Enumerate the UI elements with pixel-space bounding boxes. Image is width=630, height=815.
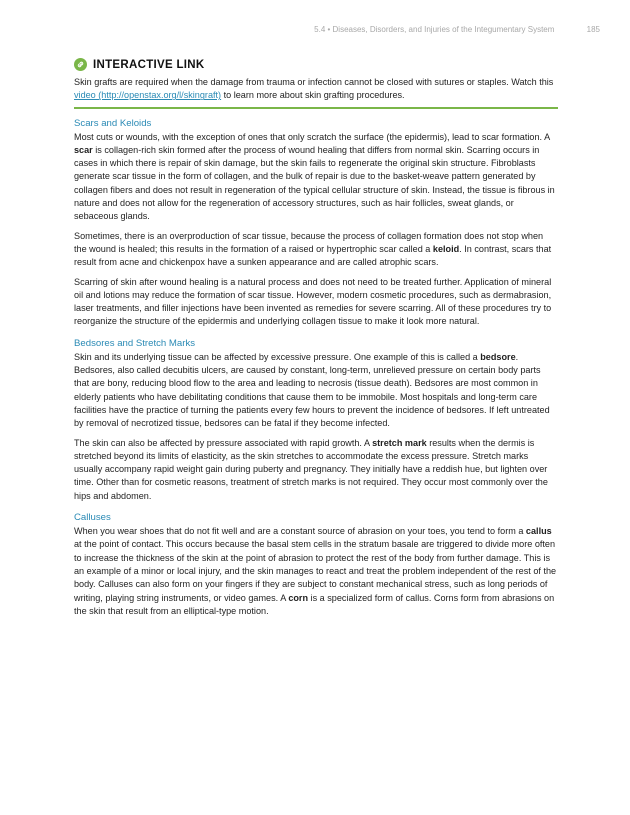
link-icon	[74, 58, 87, 71]
feature-header	[74, 58, 558, 71]
text: is a specialized form of callus. Corns form from abrasions on the skin that result from an elliptical-type motion.	[74, 592, 555, 616]
section-heading-scars: Scars and Keloids	[74, 117, 152, 129]
text: results when the dermis is stretched beyond its limits of elasticity, as the skin stretches to accommodate the excess pressure. Stretch marks usually accompany rapid weight gain during puberty and pregnancy. They initially have a reddish hue, but lighten over time. Other than for cosmetic reasons, treatment of stretch marks is not required. They occur most commonly over the hips and abdomen.	[74, 437, 548, 501]
paragraph-calluses-1	[74, 525, 558, 618]
section-bedsores-stretch-marks	[74, 337, 558, 503]
term-callus: callus	[525, 526, 552, 537]
interactive-link-feature	[74, 58, 558, 109]
term-corn: corn	[288, 592, 309, 603]
term-scar: scar	[74, 144, 93, 155]
term-keloid: keloid	[432, 243, 460, 254]
video-link[interactable]: video (http://openstax.org/l/skingraft)	[74, 90, 222, 101]
text: is collagen-rich skin formed after the process of wound healing that differs from normal skin. Scarring occurs in cases in which there is repair of skin damage, but the skin fails to regenerate the original skin structure. Fibroblasts generate scar tissue in the form of collagen, and the bulk of repair is due to the basket-weave pattern generated by collagen fibers and does not result in regeneration of the typical cellular structure of skin. Instead, the tissue is fibrous in nature and does not allow for the regeneration of accessory structures, such as hair follicles, sweat glands, or sebaceous glands.	[74, 144, 555, 222]
text: . Bedsores, also called decubitis ulcers, are caused by constant, long-term, unrelieved pressure on certain body parts that are bony, reducing blood flow to the area and leading to necrosis (tissue death). Bedsores are most common in elderly patients who have debilitating conditions that cause them to be immobile. Most hospitals and long-term care facilities have the practice of turning the patients every few hours to prevent the incidence of bedsores. If left untreated by removal of necrotized tissue, bedsores can be fatal if they become infected.	[74, 351, 550, 429]
text: The skin can also be affected by pressure associated with rapid growth. A	[74, 437, 373, 448]
main-content	[74, 58, 558, 624]
section-calluses	[74, 511, 558, 618]
paragraph-bedsores-2	[74, 437, 558, 503]
page-number: 185	[586, 25, 600, 34]
running-title: 5.4 • Diseases, Disorders, and Injuries of the Integumentary System	[314, 25, 555, 34]
section-heading-bedsores: Bedsores and Stretch Marks	[74, 337, 196, 349]
feature-text-after: to learn more about skin grafting procedures.	[221, 90, 405, 101]
paragraph-scars-2	[74, 230, 558, 270]
text: Skin and its underlying tissue can be affected by excessive pressure. One example of this is called a	[74, 351, 481, 362]
section-scars-keloids	[74, 117, 558, 329]
text: When you wear shoes that do not fit well and are a constant source of abrasion on your toes, you tend to form a	[74, 526, 526, 537]
term-bedsore: bedsore	[480, 351, 516, 362]
feature-text-before: Skin grafts are required when the damage from trauma or infection cannot be closed with sutures or staples. Watch this	[74, 77, 554, 87]
paragraph-bedsores-1	[74, 351, 558, 431]
paragraph-scars-1	[74, 131, 558, 224]
feature-text	[74, 76, 558, 109]
text: . In contrast, scars that result from acne and chickenpox have a sunken appearance and are called atrophic scars.	[74, 243, 552, 268]
running-header	[314, 25, 600, 34]
paragraph-scars-3: Scarring of skin after wound healing is a natural process and does not need to be treated further. Application of mineral oil and lotions may reduce the formation of scar tissue. However, modern cosmetic procedures, such as dermabrasion, laser treatments, and filler injections have been invented as remedies for severe scarring. All of these procedures try to reorganize the structure of the epidermis and underlying collagen tissue to make it look more natural.	[74, 276, 552, 327]
text: Sometimes, there is an overproduction of scar tissue, because the process of collagen formation does not stop when the wound is healed; this results in the formation of a raised or hypertrophic scar called a	[74, 230, 544, 254]
section-heading-calluses: Calluses	[74, 512, 111, 524]
text: at the point of contact. This occurs because the basal stem cells in the stratum basale are triggered to divide more often to increase the thickness of the skin at the point of abrasion to protect the rest of the body from further damage. This is an example of a minor or local injury, and the skin manages to react and treat the problem independent of the rest of the body. Calluses can also form on your fingers if they are subject to constant mechanical stress, such as long periods of writing, playing string instruments, or video games. A	[74, 539, 557, 603]
feature-title: INTERACTIVE LINK	[93, 58, 205, 71]
text: Most cuts or wounds, with the exception of ones that only scratch the surface (the epidermis), lead to scar formation. A	[74, 131, 550, 142]
term-stretch-mark: stretch mark	[372, 437, 427, 448]
